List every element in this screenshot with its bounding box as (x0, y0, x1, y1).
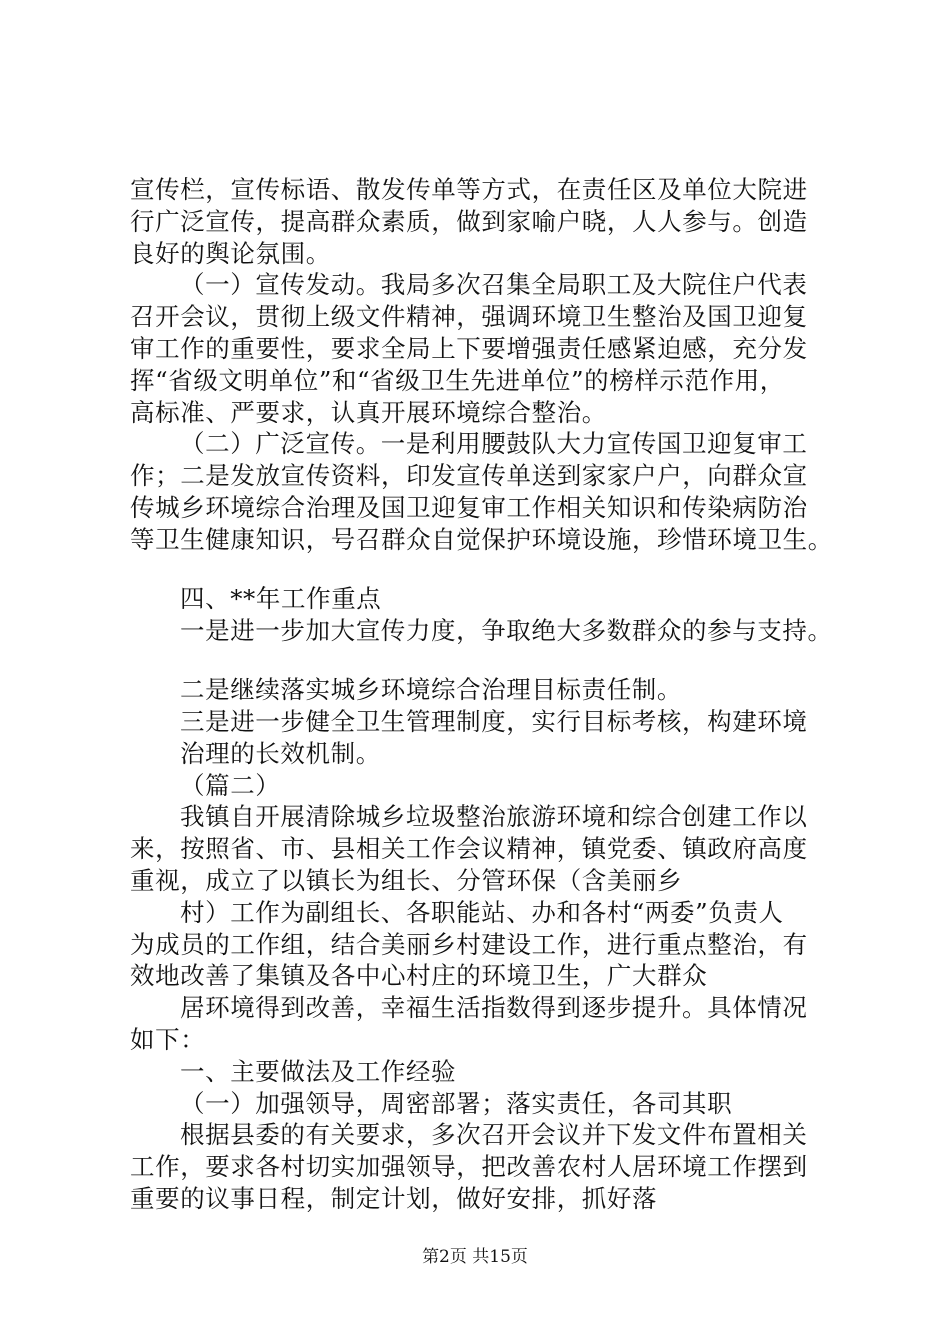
text-line-10: 作；二是发放宣传资料，印发宣传单送到家家户户，向群众宣 (130, 461, 808, 490)
text-line-15: 二是继续落实城乡环境综合治理目标责任制。 (180, 675, 682, 704)
text-line-22: 村）工作为副组长、各职能站、办和各村“两委”负责人 (180, 898, 784, 927)
text-line-1: 宣传栏，宣传标语、散发传单等方式，在责任区及单位大院进 (130, 175, 808, 204)
text-line-6: 审工作的重要性，要求全局上下要增强责任感紧迫感，充分发 (130, 334, 808, 363)
text-line-3: 良好的舆论氛围。 (130, 239, 331, 268)
text-line-21: 重视，成立了以镇长为组长、分管环保（含美丽乡 (130, 866, 683, 895)
text-line-11: 传城乡环境综合治理及国卫迎复审工作相关知识和传染病防治 (130, 493, 808, 522)
text-line-24: 效地改善了集镇及各中心村庄的环境卫生，广大群众 (130, 961, 708, 990)
text-line-31: 重要的议事日程，制定计划，做好安排，抓好落 (130, 1184, 658, 1213)
text-line-29: 根据县委的有关要求，多次召开会议并下发文件布置相关 (180, 1120, 808, 1149)
text-line-26: 如下： (130, 1025, 206, 1054)
part-heading: （篇二） (180, 771, 281, 800)
text-line-19: 我镇自开展清除城乡垃圾整治旅游环境和综合创建工作以 (180, 802, 808, 831)
text-line-17: 治理的长效机制。 (180, 739, 381, 768)
text-line-23: 为成员的工作组，结合美丽乡村建设工作，进行重点整治，有 (130, 930, 808, 959)
subsection-heading-1: （一）加强领导，周密部署；落实责任，各司其职 (180, 1089, 733, 1118)
text-line-16: 三是进一步健全卫生管理制度，实行目标考核，构建环境 (180, 707, 808, 736)
text-line-5: 召开会议，贯彻上级文件精神，强调环境卫生整治及国卫迎复 (130, 302, 808, 331)
text-line-7: 挥“省级文明单位”和“省级卫生先进单位”的榜样示范作用， (130, 366, 785, 395)
section-heading-4: 四、**年工作重点 (180, 584, 382, 613)
text-line-30: 工作，要求各村切实加强领导，把改善农村人居环境工作摆到 (130, 1152, 808, 1181)
page-number-footer: 第2页 共15页 (422, 1247, 528, 1267)
section-heading-1: 一、主要做法及工作经验 (180, 1057, 457, 1086)
text-line-4: （一）宣传发动。我局多次召集全局职工及大院住户代表 (180, 270, 808, 299)
text-line-25: 居环境得到改善，幸福生活指数得到逐步提升。具体情况 (180, 993, 808, 1022)
text-line-20: 来，按照省、市、县相关工作会议精神，镇党委、镇政府高度 (130, 834, 808, 863)
text-line-2: 行广泛宣传，提高群众素质，做到家喻户晓，人人参与。创造 (130, 207, 808, 236)
text-line-9: （二）广泛宣传。一是利用腰鼓队大力宣传国卫迎复审工 (180, 429, 808, 458)
text-line-8: 高标准、严要求，认真开展环境综合整治。 (130, 398, 607, 427)
text-line-12: 等卫生健康知识，号召群众自觉保护环境设施，珍惜环境卫生。 (130, 525, 833, 554)
text-line-14: 一是进一步加大宣传力度，争取绝大多数群众的参与支持。 (180, 616, 833, 645)
